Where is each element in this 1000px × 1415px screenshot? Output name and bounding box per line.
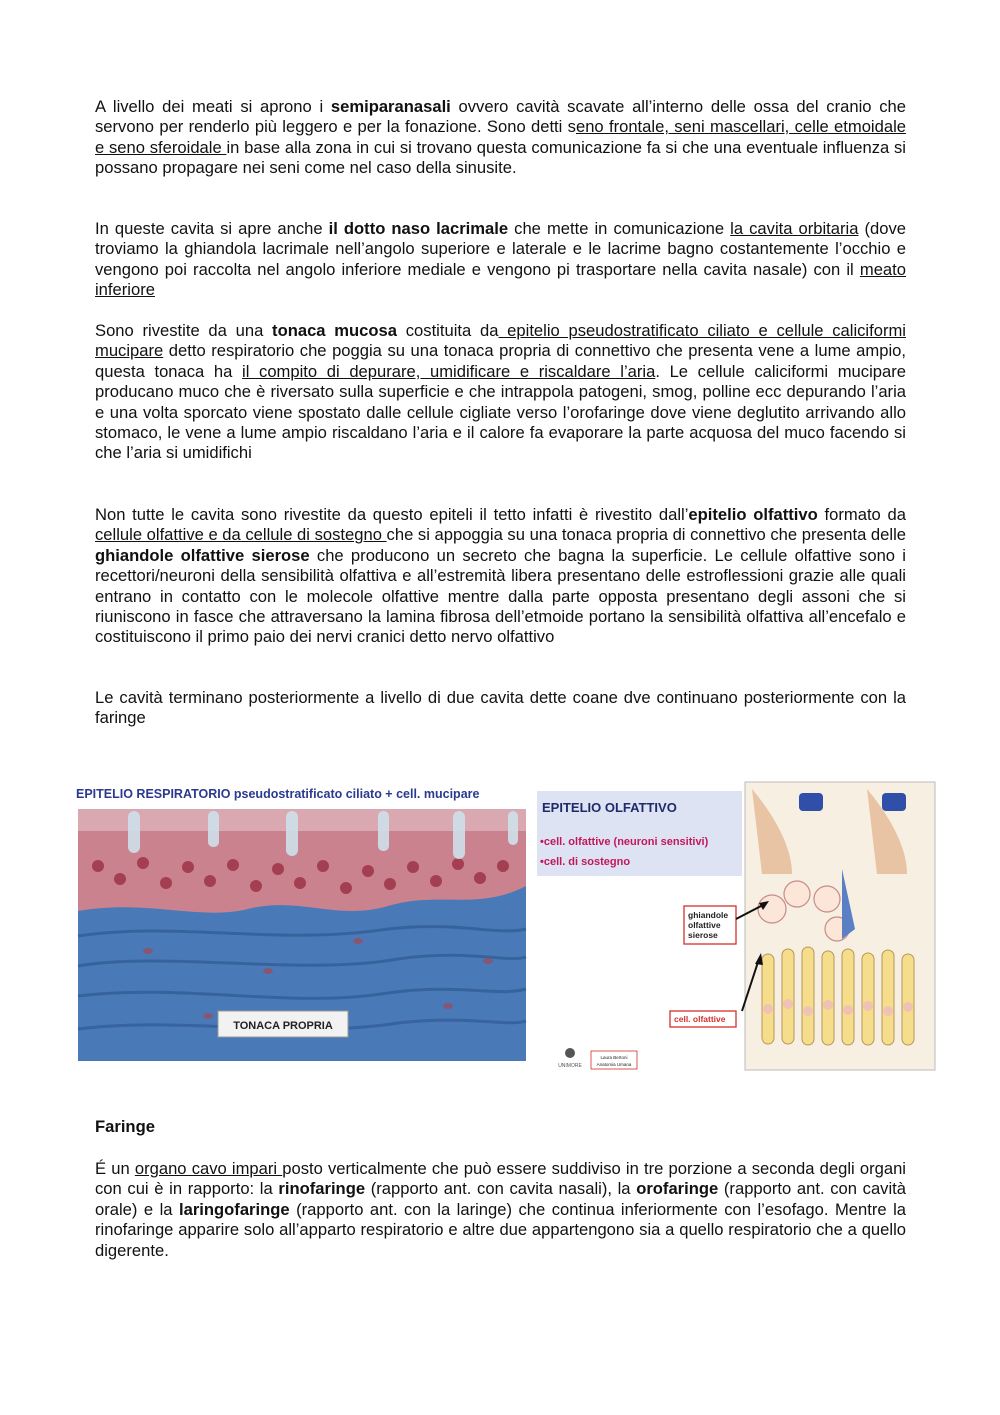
text-run: in base alla zona in cui si trovano questa comunicazione fa si che una eventuale influenza si possano propagare nei seni come nel caso della sinusite. [95, 137, 906, 178]
bold-term: semiparanasali [330, 97, 451, 116]
bold-term: orofaringe [636, 1179, 719, 1199]
respiratory-title-sub: pseudostratificato ciliato + cell. mucipare [230, 787, 480, 801]
text-run: Le cavità terminano posteriormente a livello di due cavita dette coane dve continuano posteriormente con la faringe [95, 688, 906, 728]
paragraph-lacrimal-duct [95, 219, 906, 301]
paragraph-pharynx [95, 1159, 906, 1261]
text-run: É un [95, 1159, 135, 1178]
underlined-phrase: epitelio pseudostratificato ciliato e cellule caliciformi mucipare [95, 321, 906, 361]
text-run: posto verticalmente che può essere suddiviso in tre porzione a seconda degli organi con cui è in rapporto: la [95, 1159, 906, 1199]
text-run: che producono un secreto che bagna la superficie. Le cellule olfattive sono i recettori/neuroni della sensibilità olfattiva e all’estremità libera presentano delle estroflessioni grazie alle quali entrano in contatto con le molecole olfattive mentre dalla parte opposta presentano degli assoni che si riuniscono in fasce che attraversano la lamina fibrosa dell’etmoide portano la sensibilità olfattiva all’encefalo e costituiscono il primo paio dei nervi cranici detto nervo olfattivo [95, 545, 906, 647]
callout-olfactory-cells: cell. olfattive [674, 1014, 726, 1024]
underlined-phrase: meato inferiore [95, 259, 906, 300]
text-run: In queste cavita si apre anche [95, 219, 329, 238]
olfactory-item-1: •cell. olfattive (neuroni sensitivi) [540, 836, 709, 848]
text-run: Sono rivestite da una [95, 321, 273, 340]
tonaca-propria-label: TONACA PROPRIA [233, 1020, 333, 1032]
unimore-logo-text: UNIMORE [558, 1063, 582, 1069]
respiratory-epithelium-figure [58, 771, 538, 1076]
olfactory-epithelium-figure [537, 779, 937, 1076]
paragraph-sinuses [95, 97, 906, 179]
credit-line-1: Laura Bertoni [600, 1055, 628, 1060]
unimore-logo-icon [565, 1048, 575, 1058]
text-run: formato da [817, 505, 906, 524]
text-run: che si appoggia su una tonaca propria di connettivo che presenta delle [386, 525, 906, 545]
olfactory-figure-title: EPITELIO OLFATTIVO [542, 800, 677, 815]
underlined-phrase: eno frontale, seni mascellari, celle etmoidale e seno sferoidale [95, 117, 906, 157]
underlined-phrase: la cavita orbitaria [730, 219, 859, 238]
underlined-phrase: il compito di depurare, umidificare e riscaldare l’aria [242, 361, 656, 381]
olfactory-item-2: •cell. di sostegno [540, 856, 631, 868]
callout-glands-line-2: olfattive [688, 920, 721, 930]
text-run: ovvero cavità scavate all’interno delle ossa del cranio che servono per renderlo più leggero e per la fonazione. Sono detti s [95, 97, 906, 137]
respiratory-title-main: EPITELIO RESPIRATORIO [76, 787, 231, 801]
text-run: . Le cellule caliciformi mucipare producano muco che è riversato sulla superficie e che intrappola patogeni, smog, polline ecc depurando l’aria e una volta sporcato viene spostato dalle cellule cigliate verso l’orofaringe dove viene deglutito arrivando allo stomaco, le vene a lume ampio riscaldano l’aria e il calore fa evaporare la parte acquosa del muco facendo si che l’aria si umidifichi [95, 361, 906, 463]
bold-term: ghiandole olfattive sierose [95, 545, 310, 565]
underlined-phrase: cellule olfattive e da cellule di sostegno [95, 525, 387, 545]
text-run: (rapporto ant. con la laringe) che continua inferiormente con l’esofago. Mentre la rinofaringe apparire solo all’apparto respiratorio e altre due appartengono sia a quello respiratorio che a quello digerente. [95, 1199, 906, 1260]
text-run: che mette in comunicazione [508, 219, 731, 238]
paragraph-olfactory-epithelium [95, 505, 906, 648]
underlined-phrase: organo cavo impari [134, 1159, 283, 1178]
bold-term: tonaca mucosa [272, 321, 397, 340]
paragraph-mucosa [95, 321, 906, 464]
bold-term: epitelio olfattivo [688, 505, 818, 524]
text-run: (rapporto ant. con cavità orale) e la [95, 1179, 906, 1219]
respiratory-figure-title [76, 787, 480, 801]
text-run: costituita da [397, 321, 499, 340]
text-run: Non tutte le cavita sono rivestite da questo epiteli il tetto infatti è rivestito dall’ [95, 505, 689, 524]
text-run: (dove troviamo la ghiandola lacrimale nell’angolo superiore e laterale e le lacrime bagno costantemente l’occhio e vengono poi raccolta nel angolo inferiore mediale e vengono pi trasportare nella cavita nasale) con il [95, 219, 907, 279]
text-run: A livello dei meati si aprono i [95, 97, 331, 116]
bold-term: rinofaringe [278, 1179, 366, 1199]
paragraph-choanae [95, 688, 906, 729]
callout-glands-line-3: sierose [688, 930, 718, 940]
text-run: detto respiratorio che poggia su una tonaca propria di connettivo che presenta vene a lume ampio, questa tonaca ha [95, 341, 906, 381]
bold-term: il dotto naso lacrimale [328, 219, 509, 238]
section-heading-faringe: Faringe [95, 1117, 155, 1136]
callout-glands-line-1: ghiandole [688, 910, 729, 920]
text-run: (rapporto ant. con cavita nasali), la [365, 1179, 637, 1199]
credit-line-2: Anatomia Umana [596, 1062, 632, 1067]
bold-term: laringofaringe [178, 1199, 290, 1219]
